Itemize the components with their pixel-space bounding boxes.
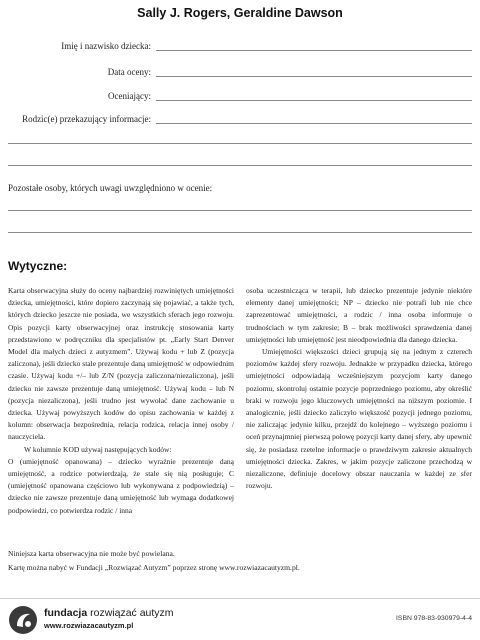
guidelines-paragraph-1: Karta obserwacyjna służy do oceny najbardziej rozwiniętych umiejętności dziecka, umiejętności, które dopiero zaczynają się pojawiać, a także tych, których dziecko jeszcze nie posiada, we wszystkich sferach jego rozwoju. Opis pozycji karty obserwacyjnej oraz instrukcję stosowania karty przedstawiono w podręczniku dla specjalistów pt. „Early Start Denver Model dla małych dzieci z autyzmem”. Używaj kodu + lub Z (pozycja zaliczona), jeśli dziecko stale prezentuje daną umiejętność w odpowiednim czasie. Używaj kodu +/– lub Z/N (pozycja zaliczona/niezaliczona), jeśli dziecko nie zawsze prezentuje daną umiejętność. Używaj kodu – lub N (pozycja niezaliczona), jeśli trudno jest wywołać dane zachowanie u dziecka. Używaj powyższych kodów do opisu zachowania w każdej z kolumn: obserwacja bezpośrednia, relacja rodzica, relacja innej osoby / nauczyciela. <box>8 286 234 442</box>
guidelines-right-column <box>246 285 472 492</box>
others-label: Pozostałe osoby, których uwagi uwzględniono w ocenie: <box>8 183 213 193</box>
guidelines-left-column <box>8 285 234 517</box>
evaluator-label: Oceniający: <box>108 91 151 101</box>
logo-word-fundacja: fundacja <box>44 607 88 619</box>
foundation-url: www.rozwiazacautyzm.pl <box>44 621 134 630</box>
isbn-label: ISBN 978-83-930979-4-4 <box>396 615 472 622</box>
parents-field-line-3[interactable] <box>8 165 472 166</box>
parents-label: Rodzic(e) przekazujący informacje: <box>22 114 151 124</box>
logo-word-rozwiazac-autyzm: rozwiązać autyzm <box>90 607 174 619</box>
others-field-line-2[interactable] <box>8 232 472 233</box>
guidelines-codes-list: O (umiejętność opanowana) – dziecko wyraźnie prezentuje daną umiejętność, a rodzice potwierdzają, że stale się nią posługuje; C (umiejętność opanowana częściowo lub wykonywana z podpowiedzią) – dziecko nie zawsze prezentuje daną umiejętność lub wymaga dodatkowej podpowiedzi, co potwierdza rodzic / inna <box>8 456 234 515</box>
others-field-line-1[interactable] <box>8 210 472 211</box>
purchase-note: Kartę można nabyć w Fundacji „Rozwiązać Autyzm” poprzez stronę www.rozwiazacautyzm.pl. <box>8 563 300 572</box>
foundation-logo-icon <box>8 605 38 635</box>
foundation-logo-text <box>44 607 174 619</box>
parents-field[interactable] <box>156 123 472 124</box>
copy-note: Niniejsza karta obserwacyjna nie może być powielana. <box>8 549 175 558</box>
footer-divider <box>0 598 480 599</box>
guidelines-levels-paragraph: Umiejętności większości dzieci grupują się na jednym z czterech poziomów każdej sfery rozwoju. Jednakże w przypadku dziecka, którego umiejętności odpowiadają wcześniejszym pozycjom karty danego poziomu, skontroluj ostatnie pozycje poprzedniego poziomu, aby określić braki w rozwoju jego kluczowych umiejętności na niższym poziomie. I analogicznie, jeśli dziecko zaliczyło większość pozycji jednego poziomu, nie zaliczając jedynie kilku, przejdź do kolejnego – wyższego poziomu i oceń przynajmniej pierwszą połowę pozycji karty danej sfery, aby upewnić się, że posiadasz rzetelne informacje o prawdziwym zakresie aktualnych umiejętności dziecka. Zakres, w jakim pozycje zaliczone przechodzą w niezaliczone, definiuje docelowy obszar nauczania w każdej ze sfer rozwoju. <box>246 347 472 491</box>
parents-field-line-2[interactable] <box>8 143 472 144</box>
child-name-label: Imię i nazwisko dziecka: <box>61 41 151 51</box>
guidelines-codes-intro: W kolumnie KOD używaj następujących kodów: <box>24 444 172 454</box>
date-label: Data oceny: <box>107 67 151 77</box>
document-authors: Sally J. Rogers, Geraldine Dawson <box>137 6 343 20</box>
evaluator-field[interactable] <box>156 100 472 101</box>
guidelines-codes-continued: osoba uczestnicząca w terapii, lub dziecko prezentuje jedynie niektóre elementy danej umiejętności; NP – dziecko nie potrafi lub nie chce zaprezentować umiejętności, a rodzic / inna osoba informuje o trudnościach w tym zakresie; B – brak możliwości sprawdzenia danej umiejętności lub umiejętność jest nieodpowiednia dla danego dziecka. <box>246 286 472 344</box>
date-field[interactable] <box>156 76 472 77</box>
guidelines-title: Wytyczne: <box>8 259 68 273</box>
child-name-field[interactable] <box>156 50 472 51</box>
